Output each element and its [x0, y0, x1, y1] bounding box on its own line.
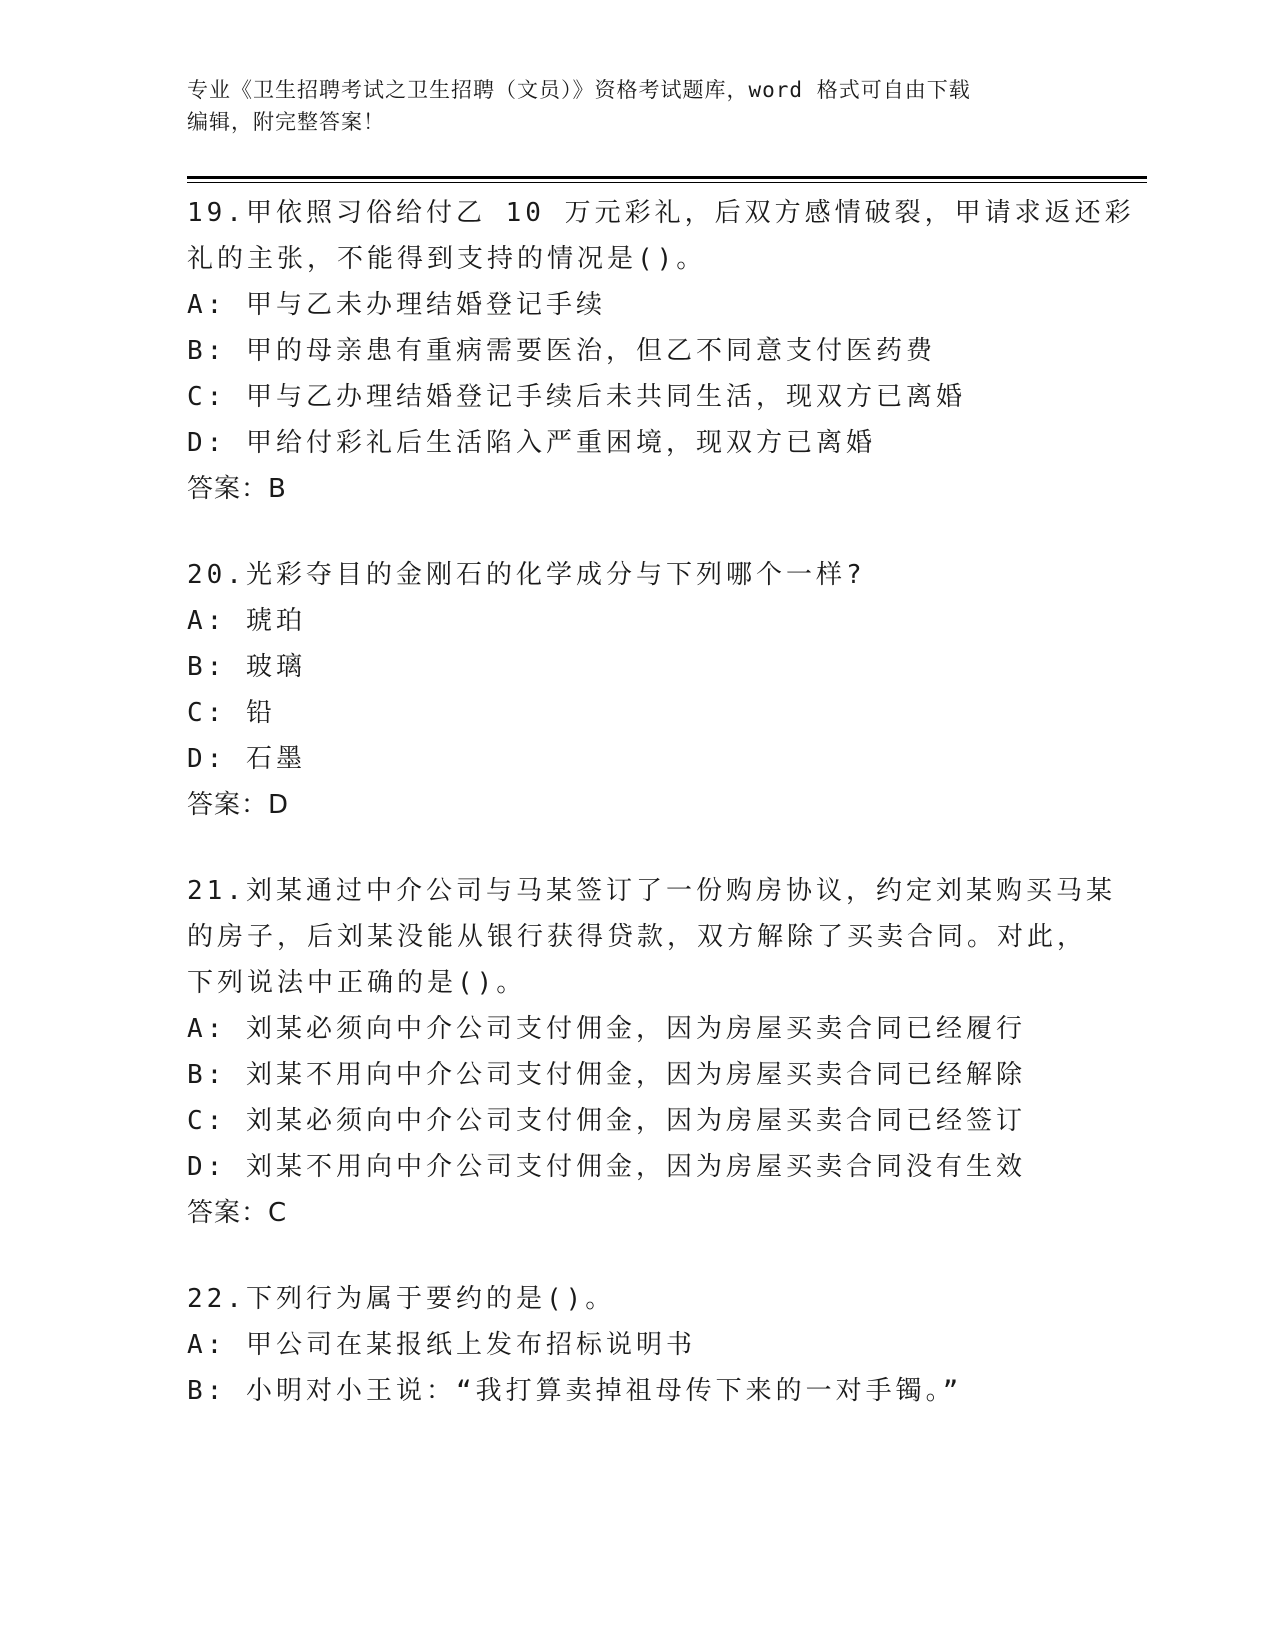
option-c: C: 铅	[187, 698, 276, 728]
question-stem-line: 20.光彩夺目的金刚石的化学成分与下列哪个一样?	[187, 560, 866, 590]
answer-text: 答案：D	[187, 790, 290, 820]
question-stem-line: 22.下列行为属于要约的是()。	[187, 1284, 616, 1314]
option-a: A: 甲与乙未办理结婚登记手续	[187, 290, 606, 320]
option-a: A: 甲公司在某报纸上发布招标说明书	[187, 1330, 696, 1360]
header-line-1: 专业《卫生招聘考试之卫生招聘（文员）》资格考试题库，word 格式可自由下载	[187, 78, 971, 102]
question-21	[187, 868, 1147, 1236]
question-22	[187, 1276, 1147, 1414]
option-c: C: 甲与乙办理结婚登记手续后未共同生活，现双方已离婚	[187, 382, 966, 412]
question-stem-line: 礼的主张，不能得到支持的情况是()。	[187, 244, 707, 274]
option-b: B: 甲的母亲患有重病需要医治，但乙不同意支付医药费	[187, 336, 936, 366]
question-list	[187, 190, 1147, 1454]
question-stem-line: 21.刘某通过中介公司与马某签订了一份购房协议，约定刘某购买马某	[187, 876, 1116, 906]
option-a: A: 刘某必须向中介公司支付佣金，因为房屋买卖合同已经履行	[187, 1014, 1026, 1044]
option-d: D: 石墨	[187, 744, 306, 774]
header-line-2: 编辑，附完整答案！	[187, 110, 385, 134]
answer-text: 答案：B	[187, 474, 287, 504]
option-d: D: 刘某不用向中介公司支付佣金，因为房屋买卖合同没有生效	[187, 1152, 1026, 1182]
option-c: C: 刘某必须向中介公司支付佣金，因为房屋买卖合同已经签订	[187, 1106, 1026, 1136]
option-b: B: 刘某不用向中介公司支付佣金，因为房屋买卖合同已经解除	[187, 1060, 1026, 1090]
document-header	[187, 74, 1087, 138]
option-a: A: 琥珀	[187, 606, 306, 636]
header-divider-thick	[187, 176, 1147, 179]
question-19	[187, 190, 1147, 512]
question-stem-line: 下列说法中正确的是()。	[187, 968, 527, 998]
option-d: D: 甲给付彩礼后生活陷入严重困境，现双方已离婚	[187, 428, 876, 458]
header-divider-thin	[187, 182, 1147, 183]
question-stem-line: 的房子，后刘某没能从银行获得贷款，双方解除了买卖合同。对此，	[187, 922, 1088, 952]
answer-text: 答案：C	[187, 1198, 288, 1228]
option-b: B: 小明对小王说：“我打算卖掉祖母传下来的一对手镯。”	[187, 1376, 963, 1406]
question-stem-line: 19.甲依照习俗给付乙 10 万元彩礼，后双方感情破裂，甲请求返还彩	[187, 198, 1135, 228]
option-b: B: 玻璃	[187, 652, 306, 682]
question-20	[187, 552, 1147, 828]
